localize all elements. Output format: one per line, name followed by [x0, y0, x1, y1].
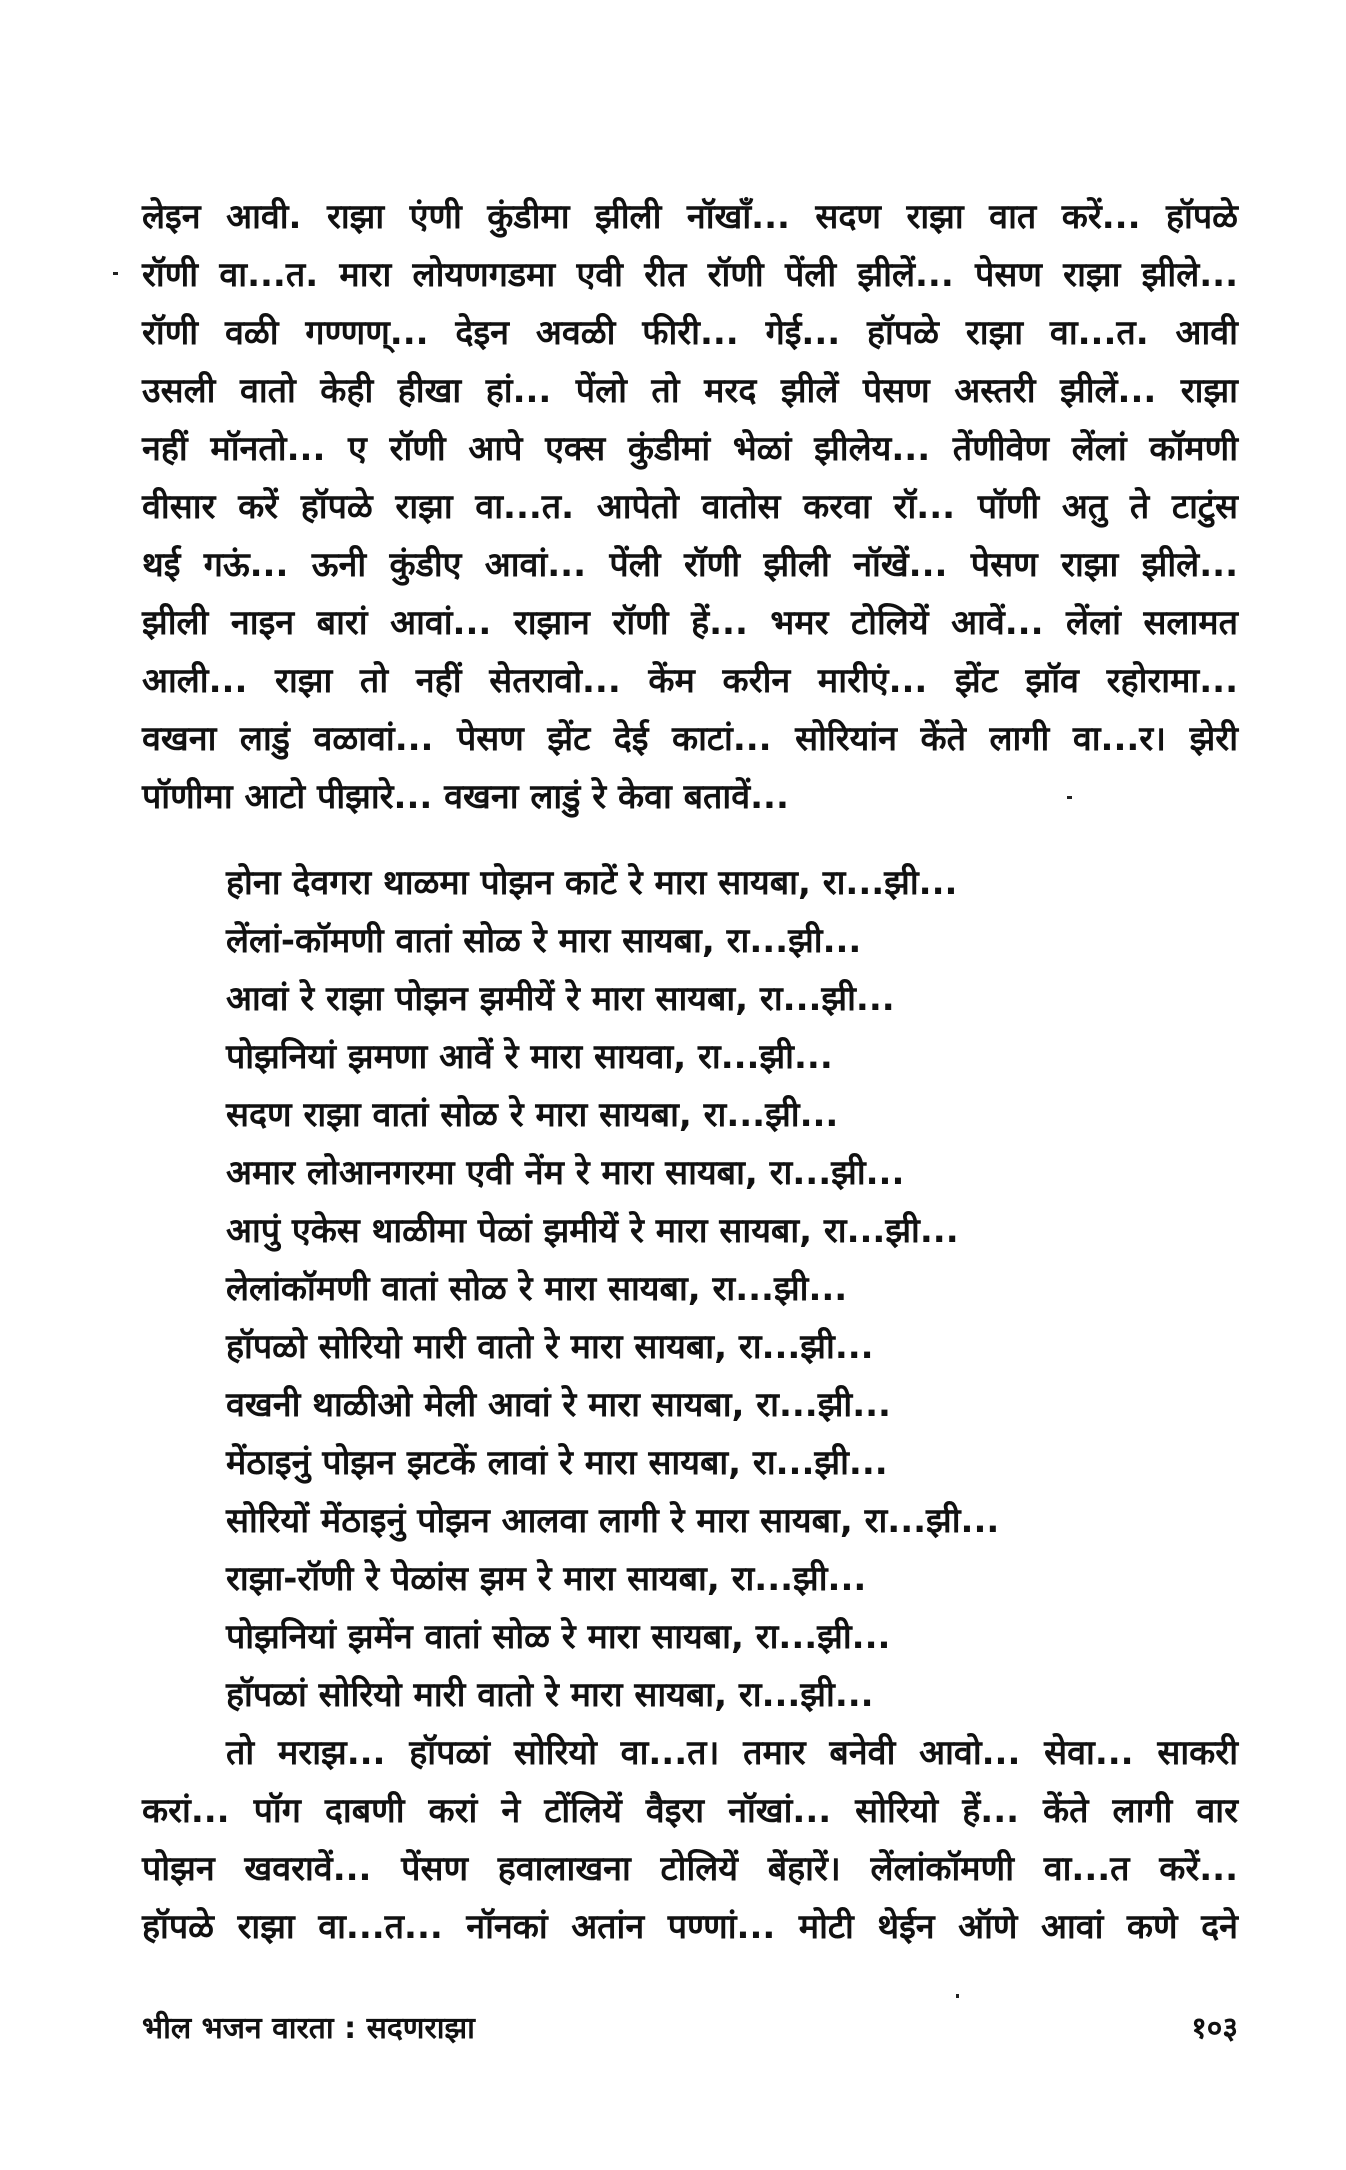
- verse-line: पोझनियां झमणा आवें रे मारा सायवा, रा...झी...: [226, 1037, 833, 1077]
- verse-line: होना देवगरा थाळमा पोझन काटें रे मारा सायबा, रा...झी...: [226, 863, 958, 903]
- page-footer: [142, 2006, 1238, 2050]
- verse-line: लेंलां-कॉमणी वातां सोळ रे मारा सायबा, रा...झी...: [226, 921, 862, 961]
- song-verse: [226, 854, 999, 1724]
- print-speck: [956, 1994, 959, 1998]
- paragraph-line: झीली नाइन बारां आवां... राझान रॉणी हें... भमर टोलियें आवें... लेंलां सलामत: [142, 603, 1238, 643]
- verse-line: हॉपळां सोरियो मारी वातो रे मारा सायबा, रा...झी...: [226, 1675, 874, 1715]
- paragraph-line: वखना लाडुं वळावां... पेसण झेंट देई काटां... सोरियांन केंते लागी वा...र। झेरी: [142, 719, 1238, 759]
- paragraph-line: पॉणीमा आटो पीझारे... वखना लाडुं रे केवा बतावें...: [142, 777, 789, 817]
- verse-line: सदण राझा वातां सोळ रे मारा सायबा, रा...झी...: [226, 1095, 839, 1135]
- paragraph-line: नहीं मॉनतो... ए रॉणी आपे एक्स कुंडीमां भेळां झीलेय... तेंणीवेण लेंलां कॉमणी: [142, 429, 1238, 469]
- verse-line: आपुं एकेस थाळीमा पेळां झमीयें रे मारा सायबा, रा...झी...: [226, 1211, 959, 1251]
- verse-line: अमार लोआनगरमा एवी नेंम रे मारा सायबा, रा...झी...: [226, 1153, 905, 1193]
- verse-line: मेंठाइनुं पोझन झटकें लावां रे मारा सायबा, रा...झी...: [226, 1443, 888, 1483]
- verse-line: वखनी थाळीओ मेली आवां रे मारा सायबा, रा...झी...: [226, 1385, 891, 1425]
- paragraph-1: [142, 188, 1238, 826]
- verse-line: लेलांकॉमणी वातां सोळ रे मारा सायबा, रा...झी...: [226, 1269, 848, 1309]
- paragraph-line: पोझन खवरावें... पेंसण हवालाखना टोलियें बेंहारें। लेंलांकॉमणी वा...त करें...: [142, 1849, 1238, 1889]
- paragraph-line: लेइन आवी. राझा एंणी कुंडीमा झीली नॉखाँ... सदण राझा वात करें... हॉपळे: [142, 197, 1238, 237]
- page-number: १०३: [1191, 2011, 1238, 2046]
- paragraph-line: हॉपळे राझा वा...त... नॉनकां अतांन पण्णां... मोटी थेईन ऑणे आवां कणे दने: [142, 1907, 1238, 1947]
- verse-line: राझा-रॉणी रे पेळांस झम रे मारा सायबा, रा...झी...: [226, 1559, 867, 1599]
- footer-book-title: भील भजन वारता : सदणराझा: [142, 2011, 475, 2046]
- paragraph-2: [142, 1724, 1238, 1956]
- verse-line: हॉपळो सोरियो मारी वातो रे मारा सायबा, रा...झी...: [226, 1327, 874, 1367]
- paragraph-line: वीसार करें हॉपळे राझा वा...त. आपेतो वातोस करवा रॉ... पॉणी अतु ते टाटुंस: [142, 487, 1238, 527]
- paragraph-line: आली... राझा तो नहीं सेतरावो... केंम करीन मारीएं... झेंट झॉव रहोरामा...: [142, 661, 1238, 701]
- paragraph-line: उसली वातो केही हीखा हां... पेंलो तो मरद झीलें पेसण अस्तरी झीलें... राझा: [142, 371, 1238, 411]
- print-speck: [1067, 796, 1072, 799]
- paragraph-line: थई गऊं... ऊनी कुंडीए आवां... पेंली रॉणी झीली नॉखें... पेसण राझा झीले...: [142, 545, 1238, 585]
- paragraph-line: तो मराझ... हॉपळां सोरियो वा...त। तमार बनेवी आवो... सेवा... साकरी: [226, 1733, 1238, 1773]
- paragraph-line: करां... पॉग दाबणी करां ने टोंलियें वैइरा नॉखां... सोरियो हें... केंते लागी वार: [142, 1791, 1238, 1831]
- paragraph-line: रॉणी वा...त. मारा लोयणगडमा एवी रीत रॉणी पेंली झीलें... पेसण राझा झीले...: [142, 255, 1238, 295]
- print-speck: [113, 272, 118, 275]
- verse-line: आवां रे राझा पोझन झमीयें रे मारा सायबा, रा...झी...: [226, 979, 895, 1019]
- verse-line: पोझनियां झमेंन वातां सोळ रे मारा सायबा, रा...झी...: [226, 1617, 891, 1657]
- verse-line: सोरियों मेंठाइनुं पोझन आलवा लागी रे मारा सायबा, रा...झी...: [226, 1501, 1000, 1541]
- paragraph-line: रॉणी वळी गण्णण्... देइन अवळी फीरी... गेई... हॉपळे राझा वा...त. आवी: [142, 313, 1238, 353]
